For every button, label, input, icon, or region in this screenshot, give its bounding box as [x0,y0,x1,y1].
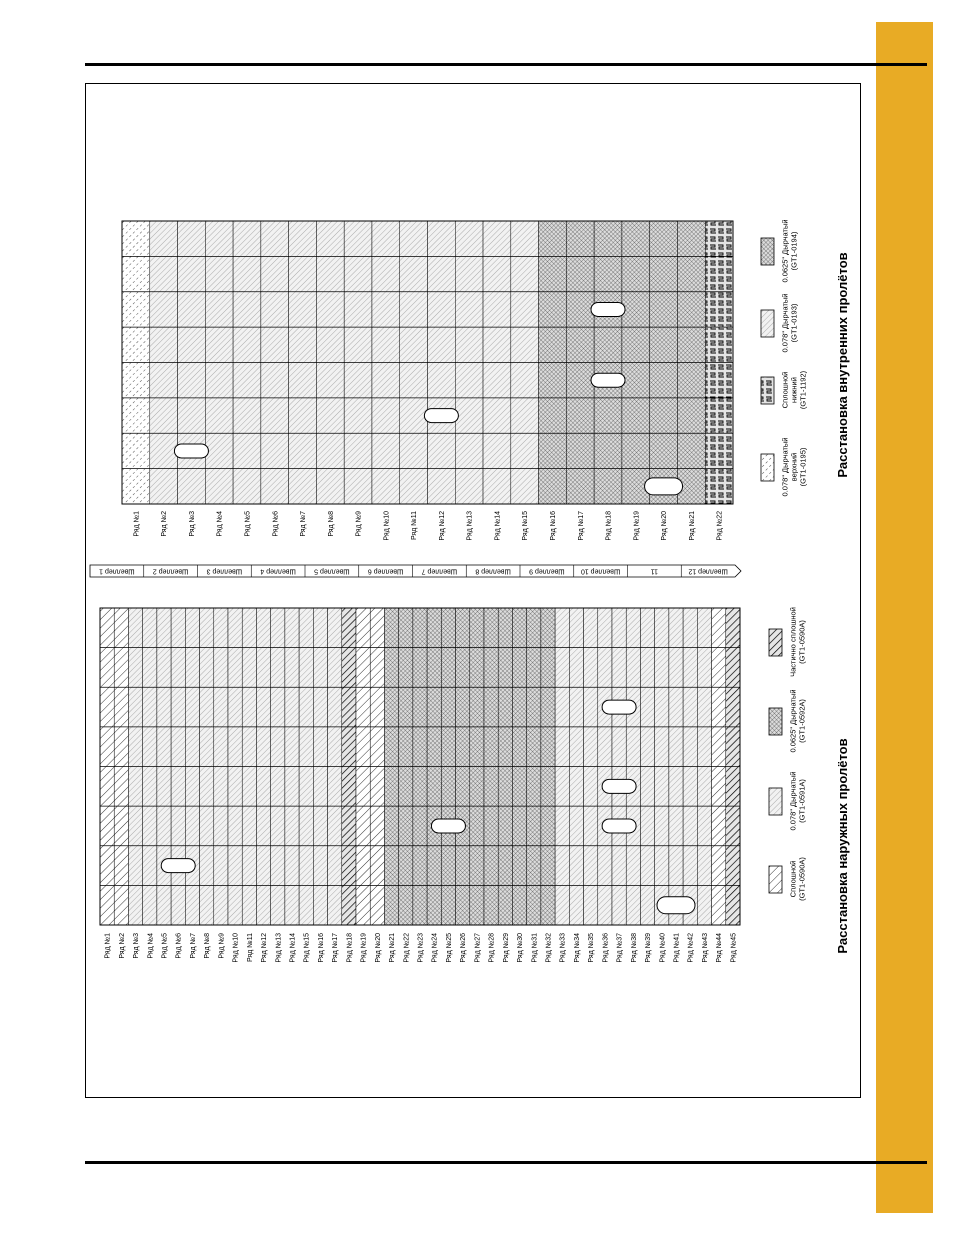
door-opening [431,819,465,833]
footer-rule [85,1161,927,1164]
row-label: Ряд №31 [531,933,539,963]
row-label: Ряд №18 [346,933,354,963]
row-label: Ряд №1 [104,933,112,959]
row-label: Ряд №37 [616,933,624,963]
legend-swatch [761,238,774,265]
layout-diagram [85,83,861,1098]
legend-swatch [761,310,774,337]
row-label: Ряд №35 [588,933,596,963]
legend-label: (GT1-0590A) [797,857,807,901]
row-label: Ряд №24 [431,933,439,963]
legend-label: 0.078" Дырчатый [780,293,790,353]
row-label: Ряд №6 [272,511,280,537]
chapter-tab [876,22,933,1213]
row-label: Ряд №19 [360,933,368,963]
legend-label: Сплошной [780,371,790,409]
row-label: Ряд №8 [204,933,212,959]
legend-label: (GT1-0195) [798,447,808,487]
row-label: Ряд №42 [687,933,695,963]
row-label: Ряд №36 [602,933,610,963]
row-label: Ряд №8 [327,511,335,537]
inner-row-labels [133,511,723,541]
legend-swatch [769,788,782,815]
legend-swatch [761,377,774,404]
row-label: Ряд №15 [522,511,530,541]
row-label: Ряд №9 [218,933,226,959]
legend-swatch [769,629,782,656]
door-opening [602,700,636,714]
legend-label: 0.0625" Дырчатый [780,219,790,283]
legend-label: (GT1-0193) [789,303,799,343]
row-label: Ряд №22 [716,511,724,541]
row-label: Ряд №28 [488,933,496,963]
row-label: Ряд №23 [417,933,425,963]
row-label: Ряд №21 [389,933,397,963]
stiffener-label: Швеллер 12 [688,567,728,575]
row-label: Ряд №29 [502,933,510,963]
stiffener-label: Швеллер 1 [99,567,135,575]
door-opening [161,859,195,873]
row-label: Ряд №4 [147,933,155,959]
stiffener-label: Швеллер 6 [367,567,404,575]
row-label: Ряд №45 [730,933,738,963]
row-label: Ряд №32 [545,933,553,963]
legend-label: Частично сплошной [788,607,798,677]
row-label: Ряд №19 [633,511,641,541]
stiffener-label: Швеллер 4 [260,567,296,575]
stiffener-label: Швеллер 8 [475,567,511,575]
legend-label: 0.0625" Дырчатый [788,689,798,753]
outer-row-labels [105,933,738,963]
row-label: Ряд №27 [474,933,482,963]
row-label: Ряд №16 [549,511,557,541]
row-label: Ряд №40 [659,933,667,963]
door-opening [591,302,625,316]
legend-label: нижний [789,377,799,403]
row-label: Ряд №30 [517,933,525,963]
legend-label: 0.078" Дырчатый [788,771,798,831]
door-opening [645,478,683,495]
door-opening [591,373,625,387]
row-label: Ряд №43 [701,933,709,963]
row-label: Ряд №16 [317,933,325,963]
row-label: Ряд №10 [232,933,240,963]
row-label: Ряд №7 [189,933,197,959]
legend-label: 0.078" Дырчатый [780,437,790,497]
door-opening [174,444,208,458]
row-label: Ряд №14 [494,511,502,541]
outer-legend [769,607,807,901]
inner-layout-title: Расстановка внутренних пролётов [835,252,850,478]
row-label: Ряд №33 [559,933,567,963]
row-label: Ряд №5 [161,933,169,959]
stiffener-label: Швеллер 5 [314,567,350,575]
stiffener-label: Швеллер 7 [421,567,458,575]
row-label: Ряд №11 [246,933,254,963]
row-label: Ряд №3 [133,933,141,959]
door-opening [424,409,458,423]
legend-swatch [769,708,782,735]
door-opening [602,819,636,833]
outer-layout-title: Расстановка наружных пролётов [835,738,850,954]
row-label: Ряд №17 [577,511,585,541]
row-label: Ряд №18 [605,511,613,541]
legend-label: (GT1-0592A) [797,699,807,743]
door-opening [602,779,636,793]
stiffener-label: 11 [650,567,659,575]
row-label: Ряд №39 [645,933,653,963]
row-label: Ряд №14 [289,933,297,963]
row-label: Ряд №44 [716,933,724,963]
legend-label: (GT1-1192) [798,370,808,410]
inner-ring-grid [122,221,733,504]
row-label: Ряд №5 [244,511,252,537]
row-label: Ряд №15 [303,933,311,963]
row-label: Ряд №17 [332,933,340,963]
row-label: Ряд №7 [300,511,308,537]
row-label: Ряд №34 [573,933,581,963]
outer-ring-grid [100,608,740,925]
legend-swatch [761,454,774,481]
row-label: Ряд №3 [188,511,196,537]
row-label: Ряд №22 [403,933,411,963]
legend-label: (GT1-0194) [789,231,799,271]
legend-label: (GT1-0591A) [797,779,807,823]
door-opening [657,897,695,914]
row-label: Ряд №2 [161,511,169,537]
row-label: Ряд №11 [411,511,419,541]
stiffener-label: Швеллер 10 [580,567,621,575]
stiffener-label: Швеллер 2 [152,567,189,575]
inner-legend [761,219,808,496]
row-label: Ряд №6 [175,933,183,959]
legend-label: Сплошной [788,860,798,898]
row-label: Ряд №1 [133,511,141,537]
row-label: Ряд №13 [466,511,474,541]
header-rule [85,63,927,66]
legend-label: верхний [789,452,799,482]
row-label: Ряд №20 [374,933,382,963]
row-label: Ряд №9 [355,511,363,537]
legend-label: (GT1-0590A) [797,620,807,664]
row-label: Ряд №10 [383,511,391,541]
row-label: Ряд №12 [438,511,446,541]
row-label: Ряд №25 [445,933,453,963]
row-label: Ряд №2 [118,933,126,959]
row-label: Ряд №26 [460,933,468,963]
row-label: Ряд №13 [275,933,283,963]
row-label: Ряд №38 [630,933,638,963]
stiffener-strip [90,565,741,577]
row-label: Ряд №21 [688,511,696,541]
row-label: Ряд №4 [216,511,224,537]
legend-swatch [769,866,782,893]
stiffener-label: Швеллер 9 [529,567,565,575]
row-label: Ряд №20 [661,511,669,541]
row-label: Ряд №12 [261,933,269,963]
stiffener-label: Швеллер 3 [206,567,243,575]
row-label: Ряд №41 [673,933,681,963]
